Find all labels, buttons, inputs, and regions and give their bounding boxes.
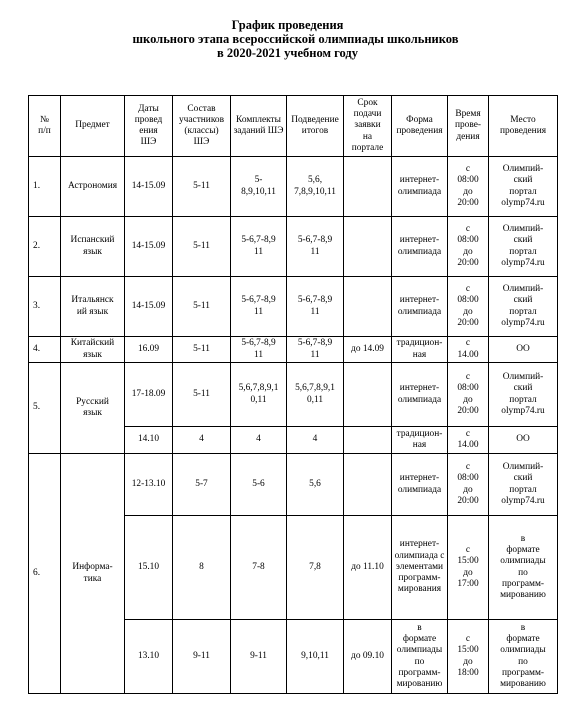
cell-deadline [344, 363, 392, 427]
cell-dates: 14.10 [125, 427, 173, 454]
cell-results: 9,10,11 [287, 620, 344, 694]
cell-time: с 08:00 до 20:00 [448, 454, 489, 516]
cell-kits: 9-11 [231, 620, 287, 694]
cell-form: интернет- олимпиада [392, 217, 448, 277]
cell-place: в формате олимпиады по программ- мированию [489, 620, 558, 694]
cell-results: 5,6,7,8,9,1 0,11 [287, 363, 344, 427]
cell-place: Олимпий- ский портал olymp74.ru [489, 454, 558, 516]
cell-dates: 15.10 [125, 516, 173, 620]
cell-time: с 14.00 [448, 337, 489, 363]
header-deadline: Срок подачи заявки на портале [344, 96, 392, 157]
cell-form: интернет- олимпиада [392, 277, 448, 337]
cell-dates: 14-15.09 [125, 157, 173, 217]
cell-results: 4 [287, 427, 344, 454]
cell-results: 5-6,7-8,9 11 [287, 217, 344, 277]
cell-time: с 08:00 до 20:00 [448, 157, 489, 217]
page-subtitle-year: в 2020-2021 учебном году [217, 46, 358, 60]
header-classes: Состав участников (классы) ШЭ [173, 96, 231, 157]
cell-time: с 14.00 [448, 427, 489, 454]
cell-subject: Испанский язык [61, 217, 125, 277]
cell-time: с 08:00 до 20:00 [448, 277, 489, 337]
cell-time: с 08:00 до 20:00 [448, 217, 489, 277]
cell-results: 5-6,7-8,9 11 [287, 277, 344, 337]
header-kits: Комплекты заданий ШЭ [231, 96, 287, 157]
schedule-table [28, 95, 558, 694]
cell-dates: 12-13.10 [125, 454, 173, 516]
cell-kits: 7-8 [231, 516, 287, 620]
header-results: Подведение итогов [287, 96, 344, 157]
cell-classes: 5-7 [173, 454, 231, 516]
cell-kits: 5-6 [231, 454, 287, 516]
cell-subject: Итальянск ий язык [61, 277, 125, 337]
header-time: Время прове- дения [448, 96, 489, 157]
cell-time: с 15:00 до 18:00 [448, 620, 489, 694]
header-place: Место проведения [489, 96, 558, 157]
cell-num: 4. [29, 337, 61, 363]
cell-classes: 5-11 [173, 337, 231, 363]
table-header-row [29, 96, 558, 157]
cell-kits: 5-6,7-8,9 11 [231, 217, 287, 277]
cell-classes: 5-11 [173, 363, 231, 427]
cell-form: интернет- олимпиада [392, 157, 448, 217]
table-row [29, 363, 558, 427]
cell-classes: 5-11 [173, 217, 231, 277]
cell-time: с 15:00 до 17:00 [448, 516, 489, 620]
cell-results: 5,6 [287, 454, 344, 516]
cell-form: интернет- олимпиада [392, 363, 448, 427]
cell-place: в формате олимпиады по программ- мированию [489, 516, 558, 620]
cell-kits: 5- 8,9,10,11 [231, 157, 287, 217]
cell-num: 5. [29, 363, 61, 454]
cell-form: интернет- олимпиада с элементами программ- мирования [392, 516, 448, 620]
cell-deadline [344, 454, 392, 516]
cell-place: Олимпий- ский портал olymp74.ru [489, 217, 558, 277]
table-row [29, 454, 558, 516]
cell-dates: 13.10 [125, 620, 173, 694]
header-dates: Даты провед ения ШЭ [125, 96, 173, 157]
cell-form: в формате олимпиады по программ- мированию [392, 620, 448, 694]
table-row [29, 217, 558, 277]
cell-results: 5,6, 7,8,9,10,11 [287, 157, 344, 217]
cell-time: с 08:00 до 20:00 [448, 363, 489, 427]
cell-num: 6. [29, 454, 61, 694]
header-subject: Предмет [61, 96, 125, 157]
table-row [29, 337, 558, 363]
cell-place: Олимпий- ский портал olymp74.ru [489, 363, 558, 427]
cell-results: 5-6,7-8,9 11 [287, 337, 344, 363]
cell-num: 1. [29, 157, 61, 217]
header-num: № п/п [29, 96, 61, 157]
cell-dates: 17-18.09 [125, 363, 173, 427]
cell-classes: 5-11 [173, 277, 231, 337]
cell-classes: 4 [173, 427, 231, 454]
cell-deadline: до 09.10 [344, 620, 392, 694]
cell-num: 3. [29, 277, 61, 337]
cell-kits: 5,6,7,8,9,1 0,11 [231, 363, 287, 427]
cell-place: Олимпий- ский портал olymp74.ru [489, 277, 558, 337]
table-row [29, 277, 558, 337]
cell-subject: Китайский язык [61, 337, 125, 363]
cell-dates: 16.09 [125, 337, 173, 363]
page-title: График проведения [231, 18, 344, 32]
cell-results: 7,8 [287, 516, 344, 620]
cell-deadline [344, 217, 392, 277]
cell-subject: Астрономия [61, 157, 125, 217]
page-subtitle: школьного этапа всероссийской олимпиады школьников [132, 32, 459, 46]
cell-kits: 5-6,7-8,9 11 [231, 277, 287, 337]
table-row [29, 157, 558, 217]
header-form: Форма проведения [392, 96, 448, 157]
cell-kits: 5-6,7-8,9 11 [231, 337, 287, 363]
cell-deadline: до 11.10 [344, 516, 392, 620]
cell-place: ОО [489, 427, 558, 454]
cell-deadline [344, 427, 392, 454]
cell-classes: 8 [173, 516, 231, 620]
cell-classes: 5-11 [173, 157, 231, 217]
cell-subject: Информа- тика [61, 454, 125, 694]
cell-num: 2. [29, 217, 61, 277]
cell-classes: 9-11 [173, 620, 231, 694]
cell-deadline [344, 157, 392, 217]
cell-subject: Русский язык [61, 363, 125, 454]
cell-deadline [344, 277, 392, 337]
cell-place: Олимпий- ский портал olymp74.ru [489, 157, 558, 217]
cell-form: интернет- олимпиада [392, 454, 448, 516]
cell-form: традицион- ная [392, 337, 448, 363]
cell-dates: 14-15.09 [125, 217, 173, 277]
cell-form: традицион- ная [392, 427, 448, 454]
cell-dates: 14-15.09 [125, 277, 173, 337]
cell-deadline: до 14.09 [344, 337, 392, 363]
cell-kits: 4 [231, 427, 287, 454]
cell-place: ОО [489, 337, 558, 363]
